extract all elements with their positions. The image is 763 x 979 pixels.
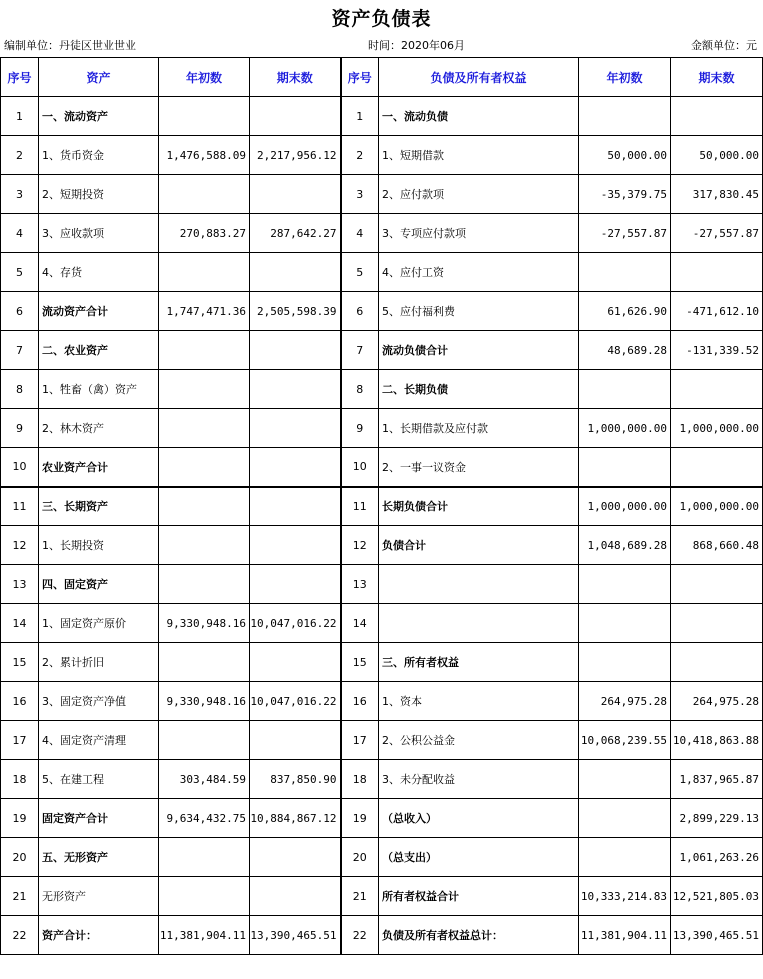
amount-cell [159, 331, 250, 370]
amount-cell: 9,330,948.16 [159, 682, 250, 721]
amount-cell: 10,333,214.83 [579, 877, 671, 916]
table-body [1, 97, 763, 955]
amount-cell [250, 877, 341, 916]
item-name-cell: 流动资产合计 [39, 292, 159, 331]
amount-cell: -27,557.87 [671, 214, 763, 253]
table-row [1, 760, 763, 799]
item-name-cell: 1、资本 [379, 682, 579, 721]
table-row [1, 565, 763, 604]
item-name-cell: 2、一事一议资金 [379, 448, 579, 487]
amount-cell: 2,217,956.12 [250, 136, 341, 175]
seq-cell: 11 [1, 487, 39, 526]
amount-cell: 50,000.00 [671, 136, 763, 175]
item-name-cell [379, 565, 579, 604]
seq-cell: 19 [1, 799, 39, 838]
item-name-cell: 二、农业资产 [39, 331, 159, 370]
table-row [1, 448, 763, 487]
amount-cell [671, 448, 763, 487]
table-row [1, 838, 763, 877]
table-row [1, 253, 763, 292]
seq-cell: 21 [1, 877, 39, 916]
amount-cell: 50,000.00 [579, 136, 671, 175]
amount-cell: 10,047,016.22 [250, 604, 341, 643]
seq-cell: 3 [1, 175, 39, 214]
seq-cell: 9 [1, 409, 39, 448]
header-cell: 序号 [341, 58, 379, 97]
amount-cell: -27,557.87 [579, 214, 671, 253]
seq-cell: 20 [1, 838, 39, 877]
amount-cell: 264,975.28 [671, 682, 763, 721]
table-row [1, 643, 763, 682]
amount-cell [671, 370, 763, 409]
amount-cell [250, 565, 341, 604]
seq-cell: 16 [1, 682, 39, 721]
amount-cell [671, 643, 763, 682]
item-name-cell: 4、存货 [39, 253, 159, 292]
amount-cell: 264,975.28 [579, 682, 671, 721]
amount-cell: 303,484.59 [159, 760, 250, 799]
item-name-cell: 农业资产合计 [39, 448, 159, 487]
amount-cell: 48,689.28 [579, 331, 671, 370]
table-row [1, 487, 763, 526]
amount-cell [579, 760, 671, 799]
amount-cell [579, 799, 671, 838]
amount-cell [159, 526, 250, 565]
amount-cell [159, 838, 250, 877]
item-name-cell: 四、固定资产 [39, 565, 159, 604]
amount-cell: 61,626.90 [579, 292, 671, 331]
amount-cell [250, 253, 341, 292]
amount-cell: 11,381,904.11 [159, 916, 250, 955]
amount-cell [579, 565, 671, 604]
amount-cell: 1,837,965.87 [671, 760, 763, 799]
seq-cell: 17 [341, 721, 379, 760]
item-name-cell: 所有者权益合计 [379, 877, 579, 916]
seq-cell: 16 [341, 682, 379, 721]
amount-cell: -35,379.75 [579, 175, 671, 214]
header-cell: 负债及所有者权益 [379, 58, 579, 97]
item-name-cell: 1、长期投资 [39, 526, 159, 565]
table-row [1, 721, 763, 760]
header-row [1, 58, 763, 97]
table-row [1, 175, 763, 214]
item-name-cell: 5、应付福利费 [379, 292, 579, 331]
seq-cell: 14 [1, 604, 39, 643]
amount-cell: 1,000,000.00 [579, 409, 671, 448]
seq-cell: 5 [1, 253, 39, 292]
item-name-cell: 负债及所有者权益总计： [379, 916, 579, 955]
amount-cell: -471,612.10 [671, 292, 763, 331]
currency-label: 金额单位：元 [691, 39, 757, 52]
amount-cell [159, 877, 250, 916]
item-name-cell: （总支出） [379, 838, 579, 877]
seq-cell: 21 [341, 877, 379, 916]
item-name-cell: 一、流动资产 [39, 97, 159, 136]
balance-sheet-table [0, 57, 763, 955]
header-cell: 资产 [39, 58, 159, 97]
amount-cell: 837,850.90 [250, 760, 341, 799]
amount-cell: 10,047,016.22 [250, 682, 341, 721]
seq-cell: 19 [341, 799, 379, 838]
header-cell: 年初数 [159, 58, 250, 97]
amount-cell: 2,505,598.39 [250, 292, 341, 331]
amount-cell [159, 565, 250, 604]
amount-cell [159, 721, 250, 760]
item-name-cell: 5、在建工程 [39, 760, 159, 799]
item-name-cell: 2、应付款项 [379, 175, 579, 214]
item-name-cell: 1、货币资金 [39, 136, 159, 175]
amount-cell [671, 97, 763, 136]
amount-cell [159, 487, 250, 526]
seq-cell: 13 [341, 565, 379, 604]
table-row [1, 604, 763, 643]
amount-cell: 1,048,689.28 [579, 526, 671, 565]
item-name-cell: 三、长期资产 [39, 487, 159, 526]
amount-cell [671, 253, 763, 292]
table-row [1, 331, 763, 370]
seq-cell: 13 [1, 565, 39, 604]
item-name-cell: 1、短期借款 [379, 136, 579, 175]
seq-cell: 3 [341, 175, 379, 214]
item-name-cell: 五、无形资产 [39, 838, 159, 877]
table-row [1, 526, 763, 565]
amount-cell: 1,000,000.00 [671, 487, 763, 526]
item-name-cell: 2、累计折旧 [39, 643, 159, 682]
amount-cell: 13,390,465.51 [671, 916, 763, 955]
seq-cell: 4 [1, 214, 39, 253]
amount-cell [159, 448, 250, 487]
item-name-cell: 1、牲畜（禽）资产 [39, 370, 159, 409]
seq-cell: 17 [1, 721, 39, 760]
amount-cell [159, 409, 250, 448]
amount-cell [579, 643, 671, 682]
seq-cell: 8 [341, 370, 379, 409]
item-name-cell: 3、固定资产净值 [39, 682, 159, 721]
amount-cell [250, 526, 341, 565]
item-name-cell: 4、固定资产清理 [39, 721, 159, 760]
item-name-cell: 3、应收款项 [39, 214, 159, 253]
item-name-cell: 3、专项应付款项 [379, 214, 579, 253]
amount-cell [671, 565, 763, 604]
amount-cell: 1,000,000.00 [671, 409, 763, 448]
table-row [1, 682, 763, 721]
amount-cell [579, 370, 671, 409]
amount-cell [159, 97, 250, 136]
amount-cell: 1,476,588.09 [159, 136, 250, 175]
seq-cell: 2 [341, 136, 379, 175]
amount-cell: 868,660.48 [671, 526, 763, 565]
unit-label: 编制单位：丹徒区世业世业 [4, 39, 136, 52]
header-cell: 期末数 [250, 58, 341, 97]
item-name-cell: 1、固定资产原价 [39, 604, 159, 643]
seq-cell: 12 [341, 526, 379, 565]
seq-cell: 22 [1, 916, 39, 955]
seq-cell: 11 [341, 487, 379, 526]
seq-cell: 8 [1, 370, 39, 409]
item-name-cell: （总收入） [379, 799, 579, 838]
table-row [1, 214, 763, 253]
amount-cell [579, 838, 671, 877]
item-name-cell: 三、所有者权益 [379, 643, 579, 682]
table-row [1, 877, 763, 916]
item-name-cell: 无形资产 [39, 877, 159, 916]
seq-cell: 6 [341, 292, 379, 331]
item-name-cell [379, 604, 579, 643]
seq-cell: 18 [1, 760, 39, 799]
amount-cell [159, 175, 250, 214]
table-row [1, 292, 763, 331]
seq-cell: 18 [341, 760, 379, 799]
amount-cell [250, 838, 341, 877]
seq-cell: 5 [341, 253, 379, 292]
amount-cell: 287,642.27 [250, 214, 341, 253]
amount-cell [250, 487, 341, 526]
amount-cell [250, 448, 341, 487]
seq-cell: 12 [1, 526, 39, 565]
table-row [1, 409, 763, 448]
amount-cell [579, 97, 671, 136]
amount-cell [250, 721, 341, 760]
amount-cell: 270,883.27 [159, 214, 250, 253]
table-row [1, 370, 763, 409]
seq-cell: 14 [341, 604, 379, 643]
item-name-cell: 二、长期负债 [379, 370, 579, 409]
seq-cell: 1 [341, 97, 379, 136]
table-row [1, 799, 763, 838]
amount-cell: 9,330,948.16 [159, 604, 250, 643]
seq-cell: 6 [1, 292, 39, 331]
amount-cell: 10,884,867.12 [250, 799, 341, 838]
amount-cell [250, 97, 341, 136]
item-name-cell: 2、短期投资 [39, 175, 159, 214]
item-name-cell: 一、流动负债 [379, 97, 579, 136]
amount-cell [250, 409, 341, 448]
item-name-cell: 负债合计 [379, 526, 579, 565]
amount-cell: 10,068,239.55 [579, 721, 671, 760]
table-row [1, 97, 763, 136]
seq-cell: 15 [1, 643, 39, 682]
time-label: 时间：2020年06月 [368, 39, 465, 52]
item-name-cell: 2、公积公益金 [379, 721, 579, 760]
amount-cell [579, 253, 671, 292]
seq-cell: 10 [1, 448, 39, 487]
item-name-cell: 2、林木资产 [39, 409, 159, 448]
table-row [1, 916, 763, 955]
seq-cell: 20 [341, 838, 379, 877]
amount-cell: 12,521,805.03 [671, 877, 763, 916]
amount-cell: 1,061,263.26 [671, 838, 763, 877]
item-name-cell: 3、未分配收益 [379, 760, 579, 799]
item-name-cell: 1、长期借款及应付款 [379, 409, 579, 448]
seq-cell: 7 [1, 331, 39, 370]
amount-cell: 9,634,432.75 [159, 799, 250, 838]
amount-cell [250, 370, 341, 409]
amount-cell: 13,390,465.51 [250, 916, 341, 955]
seq-cell: 10 [341, 448, 379, 487]
seq-cell: 9 [341, 409, 379, 448]
amount-cell: 10,418,863.88 [671, 721, 763, 760]
amount-cell [250, 175, 341, 214]
amount-cell [250, 331, 341, 370]
header-cell: 序号 [1, 58, 39, 97]
amount-cell: 317,830.45 [671, 175, 763, 214]
seq-cell: 2 [1, 136, 39, 175]
amount-cell [159, 643, 250, 682]
item-name-cell: 资产合计： [39, 916, 159, 955]
header-cell: 年初数 [579, 58, 671, 97]
seq-cell: 15 [341, 643, 379, 682]
seq-cell: 22 [341, 916, 379, 955]
amount-cell: 11,381,904.11 [579, 916, 671, 955]
page-title: 资产负债表 [331, 8, 432, 30]
amount-cell [579, 604, 671, 643]
seq-cell: 1 [1, 97, 39, 136]
item-name-cell: 固定资产合计 [39, 799, 159, 838]
amount-cell: 1,747,471.36 [159, 292, 250, 331]
amount-cell: 1,000,000.00 [579, 487, 671, 526]
amount-cell [671, 604, 763, 643]
table-row [1, 136, 763, 175]
amount-cell [159, 253, 250, 292]
item-name-cell: 4、应付工资 [379, 253, 579, 292]
item-name-cell: 流动负债合计 [379, 331, 579, 370]
seq-cell: 7 [341, 331, 379, 370]
seq-cell: 4 [341, 214, 379, 253]
item-name-cell: 长期负债合计 [379, 487, 579, 526]
amount-cell [250, 643, 341, 682]
amount-cell: 2,899,229.13 [671, 799, 763, 838]
amount-cell [159, 370, 250, 409]
amount-cell [579, 448, 671, 487]
amount-cell: -131,339.52 [671, 331, 763, 370]
header-cell: 期末数 [671, 58, 763, 97]
